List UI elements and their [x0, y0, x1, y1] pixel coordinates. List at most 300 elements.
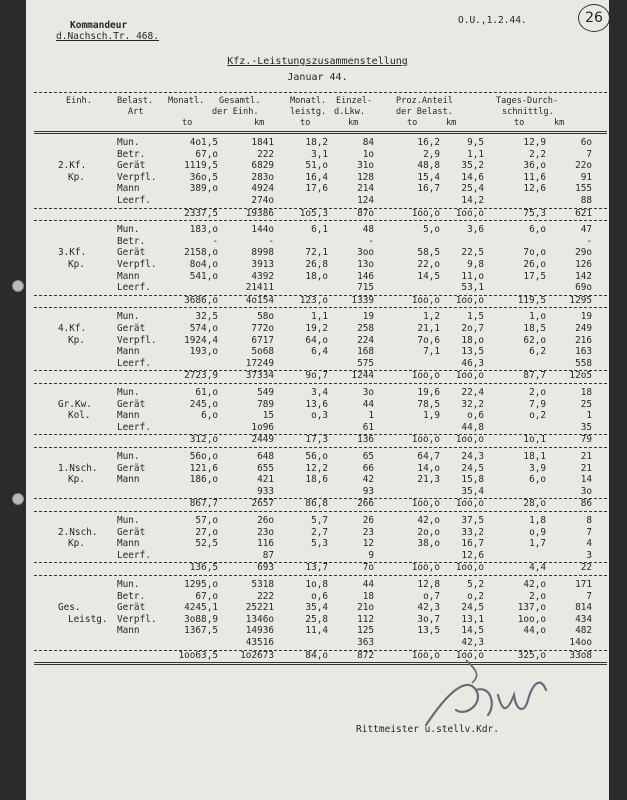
total-mto: 84,o [305, 649, 328, 661]
total-tto: 4,4 [529, 562, 546, 574]
col-km-2: km [348, 118, 359, 128]
group-rule [34, 383, 607, 384]
total-ekm: 1244 [351, 370, 374, 382]
total-km: 1o2673 [240, 649, 274, 661]
total-tkm: 1295 [569, 294, 592, 306]
cell-ekm: 168 [357, 346, 374, 358]
cell-art: Gerät [117, 322, 146, 334]
cell-tkm: 18 [580, 387, 592, 398]
total-km: 37334 [245, 370, 274, 382]
cell-to: 6,o [201, 410, 218, 422]
cell-km: 3913 [251, 258, 274, 270]
cell-pto: 5,o [423, 224, 440, 236]
cell-art: Mun. [117, 311, 140, 323]
unit-label: 2.Nsch. [58, 526, 98, 538]
cell-tto: 6,o [529, 224, 546, 236]
col-leistg: leistg. [290, 107, 327, 117]
cell-art: Verpfl. [117, 171, 157, 183]
unit-label: Kp. [68, 474, 85, 486]
cell-art: Gerät [117, 160, 146, 172]
total-ekm: 1339 [351, 294, 374, 306]
total-pto: 1oo,o [411, 498, 440, 510]
cell-km: 25221 [245, 602, 274, 614]
cell-pkm: 35,4 [461, 485, 484, 497]
cell-tto: 137,o [517, 602, 546, 614]
cell-km: 933 [257, 485, 274, 497]
cell-km: 222 [257, 590, 274, 602]
col-einh: Einh. [66, 96, 92, 106]
cell-to: 193,o [189, 346, 218, 358]
table-row [32, 451, 609, 463]
cell-tkm: 1 [586, 410, 592, 422]
cell-mto: o,3 [311, 410, 328, 422]
total-km: 2657 [251, 498, 274, 510]
cell-ekm: 112 [357, 613, 374, 625]
document-page [26, 0, 609, 800]
group-rule [34, 511, 607, 512]
page-number-circle: 26 [578, 4, 609, 32]
cell-km: 5318 [251, 579, 274, 590]
table-row [32, 550, 609, 562]
cell-pkm: 11,o [461, 270, 484, 282]
cell-ekm: 42 [362, 474, 374, 486]
cell-ekm: 93 [362, 485, 374, 497]
table-row [32, 614, 609, 626]
cell-to: 67,o [195, 148, 218, 160]
unit-line-2: d.Nachsch.Tr. 468. [56, 31, 159, 42]
table-row [32, 579, 609, 591]
col-art: Art [128, 107, 144, 117]
total-tkm: 33o8 [569, 649, 592, 661]
cell-to: 1924,4 [184, 334, 218, 346]
cell-tkm: 47 [580, 224, 592, 236]
cell-km: 14936 [245, 625, 274, 637]
cell-pto: 21,3 [417, 474, 440, 486]
cell-pkm: 13,1 [461, 613, 484, 625]
cell-pkm: o,2 [467, 590, 484, 602]
cell-km: 1841 [251, 137, 274, 148]
cell-tto: 1,8 [529, 515, 546, 526]
col-to-4: to [514, 118, 525, 128]
col-der-einh: der Einh. [212, 107, 259, 117]
cell-pkm: 5,2 [467, 579, 484, 590]
cell-art: Mun. [117, 579, 140, 590]
cell-pto: 19,6 [417, 387, 440, 398]
total-pkm: 1oo,o [455, 294, 484, 306]
total-ekm: 872 [357, 649, 374, 661]
total-km: 19386 [245, 207, 274, 219]
unit-label: Gr.Kw. [58, 398, 92, 410]
cell-pto: 42,3 [417, 602, 440, 614]
unit-label: 1.Nsch. [58, 462, 98, 474]
cell-tto: 7o,o [523, 247, 546, 259]
cell-ekm: 224 [357, 334, 374, 346]
unit-label: 4.Kf. [58, 322, 87, 334]
cell-art: Verpfl. [117, 613, 157, 625]
cell-art: Mun. [117, 515, 140, 526]
cell-mto: 25,8 [305, 613, 328, 625]
cell-tto: 2,o [529, 387, 546, 398]
cell-art: Gerät [117, 462, 146, 474]
cell-mto: 19,2 [305, 322, 328, 334]
cell-to: 8o4,o [189, 258, 218, 270]
total-to: 312,o [189, 434, 218, 446]
col-proz-anteil: Proz.Anteil [396, 96, 453, 106]
cell-pkm: 9,5 [467, 137, 484, 148]
cell-tkm: 482 [575, 625, 592, 637]
cell-km: 5o68 [251, 346, 274, 358]
table-row [32, 236, 609, 248]
cell-ekm: 84 [362, 137, 374, 148]
total-tto: 75,3 [523, 207, 546, 219]
cell-km: 144o [251, 224, 274, 236]
cell-ekm: 125 [357, 625, 374, 637]
cell-art: Mun. [117, 137, 140, 148]
cell-tto: 18,5 [523, 322, 546, 334]
total-pkm: 1oo,o [455, 649, 484, 661]
cell-tto: 6,2 [529, 346, 546, 358]
total-mto: 17,3 [305, 434, 328, 446]
cell-ekm: 12 [362, 538, 374, 550]
col-gesamtl: Gesamtl. [219, 96, 261, 106]
cell-ekm: 66 [362, 462, 374, 474]
cell-km: 43516 [245, 637, 274, 648]
cell-km: 283o [251, 171, 274, 183]
col-belast: Belast. [117, 96, 154, 106]
col-to-2: to [300, 118, 311, 128]
cell-km: 6717 [251, 334, 274, 346]
cell-ekm: 23 [362, 526, 374, 538]
cell-to: 36o,5 [189, 171, 218, 183]
total-to: 3686,o [184, 294, 218, 306]
cell-art: Betr. [117, 148, 146, 160]
cell-mto: o,6 [311, 590, 328, 602]
table-row [32, 311, 609, 323]
cell-pkm: 24,5 [461, 602, 484, 614]
cell-art: Leerf. [117, 549, 151, 561]
table-row [32, 282, 609, 294]
total-pto: 1oo,o [411, 294, 440, 306]
total-pkm: 1oo,o [455, 434, 484, 446]
cell-tkm: 4 [586, 538, 592, 550]
cell-to: 2158,o [184, 247, 218, 259]
cell-tkm: 163 [575, 346, 592, 358]
cell-pkm: 33,2 [461, 526, 484, 538]
total-pkm: 1oo,o [455, 370, 484, 382]
cell-km: 15 [262, 410, 274, 422]
table-row [32, 271, 609, 283]
total-tto: 1o,1 [523, 434, 546, 446]
cell-ekm: 26 [362, 515, 374, 526]
cell-pkm: 25,4 [461, 183, 484, 195]
cell-tto: 36,o [523, 160, 546, 172]
cell-tkm: 25 [580, 398, 592, 410]
cell-km: 8998 [251, 247, 274, 259]
cell-pto: 78,5 [417, 398, 440, 410]
cell-km: 648 [257, 451, 274, 462]
cell-to: 57,o [195, 515, 218, 526]
cell-tkm: 22o [575, 160, 592, 172]
cell-art: Betr. [117, 235, 146, 247]
total-to: 1oo63,5 [178, 649, 218, 661]
cell-tkm: 14 [580, 474, 592, 486]
col-schnittlg: schnittlg. [502, 107, 554, 117]
cell-tkm: 8 [586, 515, 592, 526]
cell-pkm: 46,3 [461, 357, 484, 369]
cell-ekm: 44 [362, 398, 374, 410]
cell-tto: 1,7 [529, 538, 546, 550]
cell-tkm: 21 [580, 462, 592, 474]
unit-label: 3.Kf. [58, 247, 87, 259]
table-row [32, 637, 609, 649]
cell-pto: 1,9 [423, 410, 440, 422]
table-row [32, 160, 609, 172]
cell-tkm: 6o [580, 137, 592, 148]
table-row [32, 602, 609, 614]
cell-km: - [268, 235, 274, 247]
table-row [32, 172, 609, 184]
cell-mto: 18,2 [305, 137, 328, 148]
document-title: Kfz.-Leistungszusammenstellung [227, 56, 408, 67]
cell-tto: 26,o [523, 258, 546, 270]
cell-tkm: 558 [575, 357, 592, 369]
cell-mto: 3,4 [311, 387, 328, 398]
cell-tto: 44,o [523, 625, 546, 637]
group-rule [34, 447, 607, 448]
total-pto: 1oo,o [411, 434, 440, 446]
cell-pto: 42,o [417, 515, 440, 526]
total-to: 136,5 [189, 562, 218, 574]
cell-tkm: 91 [580, 171, 592, 183]
cell-km: 58o [257, 311, 274, 323]
total-pkm: 1oo,o [455, 207, 484, 219]
header-rule [34, 131, 607, 134]
cell-tto: o,2 [529, 410, 546, 422]
cell-to: 52,5 [195, 538, 218, 550]
total-pkm: 1oo,o [455, 498, 484, 510]
total-mto: 1o5,3 [299, 207, 328, 219]
cell-tkm: 171 [575, 579, 592, 590]
col-to-3: to [407, 118, 418, 128]
cell-art: Mann [117, 538, 140, 550]
cell-mto: 5,7 [311, 515, 328, 526]
total-pto: 1oo,o [411, 649, 440, 661]
cell-tkm: 142 [575, 270, 592, 282]
cell-tkm: 7 [586, 526, 592, 538]
total-tto: 325,o [517, 649, 546, 661]
cell-mto: 5,3 [311, 538, 328, 550]
cell-ekm: 146 [357, 270, 374, 282]
cell-tkm: 249 [575, 322, 592, 334]
group-rule [34, 575, 607, 576]
table-row [32, 387, 609, 399]
cell-tto: 3,9 [529, 462, 546, 474]
total-pto: 1oo,o [411, 370, 440, 382]
group-rule [34, 220, 607, 221]
cell-art: Leerf. [117, 421, 151, 433]
unit-line-1: Kommandeur [70, 20, 128, 31]
cell-pkm: 16,7 [461, 538, 484, 550]
cell-ekm: 1o [362, 148, 374, 160]
place-date: O.U.,1.2.44. [458, 15, 527, 26]
total-ekm: 266 [357, 498, 374, 510]
cell-pto: 3o,7 [417, 613, 440, 625]
cell-to: 32,5 [195, 311, 218, 323]
cell-tkm: 7 [586, 590, 592, 602]
cell-mto: 51,o [305, 160, 328, 172]
cell-ekm: 1 [368, 410, 374, 422]
table-top-rule [34, 92, 607, 93]
cell-km: 274o [251, 195, 274, 206]
unit-label: Kp. [68, 538, 85, 550]
cell-pkm: o,6 [467, 410, 484, 422]
cell-ekm: 214 [357, 183, 374, 195]
cell-ekm: 44 [362, 579, 374, 590]
total-mto: 86,8 [305, 498, 328, 510]
cell-tkm: 126 [575, 258, 592, 270]
cell-mto: 13,6 [305, 398, 328, 410]
cell-to: 1367,5 [184, 625, 218, 637]
cell-pkm: 32,2 [461, 398, 484, 410]
cell-pkm: 9,8 [467, 258, 484, 270]
col-km-1: km [254, 118, 265, 128]
cell-to: 389,o [189, 183, 218, 195]
total-tkm: 79 [580, 434, 592, 446]
cell-km: 87 [262, 549, 274, 561]
col-d-lkw: d.Lkw. [334, 107, 366, 117]
total-row [32, 434, 609, 446]
cell-km: 4392 [251, 270, 274, 282]
cell-tkm: 29o [575, 247, 592, 259]
cell-km: 549 [257, 387, 274, 398]
table-row [32, 463, 609, 475]
cell-pto: 2o,o [417, 526, 440, 538]
cell-art: Verpfl. [117, 334, 157, 346]
total-row [32, 208, 609, 220]
cell-pto: 22,o [417, 258, 440, 270]
cell-tkm: 19 [580, 311, 592, 323]
table-row [32, 474, 609, 486]
table-row [32, 183, 609, 195]
total-to: 2337,5 [184, 207, 218, 219]
cell-pkm: 14,2 [461, 195, 484, 206]
cell-to: 67,o [195, 590, 218, 602]
cell-mto: 72,1 [305, 247, 328, 259]
cell-to: 3o88,9 [184, 613, 218, 625]
cell-art: Gerät [117, 247, 146, 259]
cell-pkm: 53,1 [461, 282, 484, 294]
cell-mto: 18,6 [305, 474, 328, 486]
cell-tkm: 7 [586, 148, 592, 160]
table-row [32, 358, 609, 370]
unit-label: Kp. [68, 171, 85, 183]
table-row [32, 625, 609, 637]
signature-line: Rittmeister u.stellv.Kdr. [356, 724, 499, 735]
cell-to: 27,o [195, 526, 218, 538]
col-einzel: Einzel- [336, 96, 373, 106]
cell-art: Betr. [117, 590, 146, 602]
cell-tto: 7,9 [529, 398, 546, 410]
cell-tto: 12,9 [523, 137, 546, 148]
total-ekm: 136 [357, 434, 374, 446]
cell-km: 655 [257, 462, 274, 474]
total-tto: 28,o [523, 498, 546, 510]
cell-art: Gerät [117, 526, 146, 538]
cell-to: - [212, 235, 218, 247]
total-tkm: 621 [575, 207, 592, 219]
total-ekm: 87o [357, 207, 374, 219]
unit-label: Kp. [68, 258, 85, 270]
table-row [32, 137, 609, 149]
table-row [32, 422, 609, 434]
cell-tto: 2,2 [529, 148, 546, 160]
cell-mto: 3,1 [311, 148, 328, 160]
cell-tkm: 155 [575, 183, 592, 195]
cell-ekm: 128 [357, 171, 374, 183]
cell-mto: 16,4 [305, 171, 328, 183]
total-row [32, 295, 609, 307]
group-rule [34, 307, 607, 308]
cell-tkm: 14oo [569, 637, 592, 648]
cell-km: 6829 [251, 160, 274, 172]
col-km-4: km [554, 118, 565, 128]
cell-pto: 1,2 [423, 311, 440, 323]
total-to: 867,7 [189, 498, 218, 510]
cell-km: 4924 [251, 183, 274, 195]
cell-art: Mann [117, 346, 140, 358]
cell-km: 222 [257, 148, 274, 160]
table-row [32, 247, 609, 259]
cell-tto: 11,6 [523, 171, 546, 183]
col-monatl: Monatl. [168, 96, 205, 106]
cell-mto: 6,4 [311, 346, 328, 358]
cell-to: 61,o [195, 387, 218, 398]
col-tages: Tages-Durch- [496, 96, 559, 106]
cell-ekm: 19 [362, 311, 374, 323]
cell-tkm: 35 [580, 421, 592, 433]
cell-tto: 62,o [523, 334, 546, 346]
cell-pkm: 13,5 [461, 346, 484, 358]
cell-to: 245,o [189, 398, 218, 410]
total-km: 2449 [251, 434, 274, 446]
cell-pkm: 1,1 [467, 148, 484, 160]
cell-pto: 14,o [417, 462, 440, 474]
cell-ekm: 3o [362, 387, 374, 398]
cell-tkm: 69o [575, 282, 592, 294]
cell-tto: 18,1 [523, 451, 546, 462]
total-tto: 87,7 [523, 370, 546, 382]
cell-to: 56o,o [189, 451, 218, 462]
document-subtitle: Januar 44. [287, 72, 348, 83]
cell-pto: 14,5 [417, 270, 440, 282]
cell-ekm: 48 [362, 224, 374, 236]
cell-art: Mun. [117, 387, 140, 398]
cell-ekm: 18 [362, 590, 374, 602]
cell-pkm: 44,8 [461, 421, 484, 433]
unit-label: 2.Kf. [58, 160, 87, 172]
cell-tto: 1oo,o [517, 613, 546, 625]
cell-pto: 15,4 [417, 171, 440, 183]
total-ekm: 7o [362, 562, 374, 574]
total-tkm: 86 [580, 498, 592, 510]
table-row [32, 224, 609, 236]
cell-pto: 21,1 [417, 322, 440, 334]
total-row [32, 562, 609, 574]
cell-ekm: 9 [368, 549, 374, 561]
cell-mto: 6,1 [311, 224, 328, 236]
total-mto: 9o,7 [305, 370, 328, 382]
total-row [32, 498, 609, 510]
